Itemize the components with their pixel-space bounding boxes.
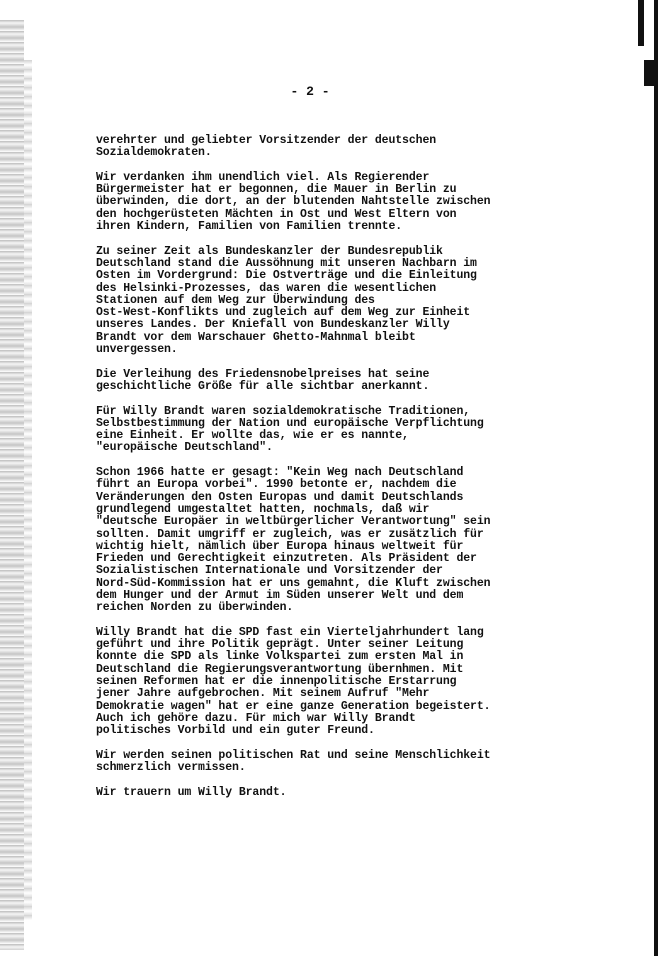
paragraph-8: Wir werden seinen politischen Rat und seine Menschlichkeit schmerzlich vermissen. <box>96 748 491 775</box>
scan-right-mark-middle <box>644 60 658 86</box>
paragraph-1: verehrter und geliebter Vorsitzender der deutschen Sozialdemokraten. <box>96 134 437 160</box>
paragraph-6: Schon 1966 hatte er gesagt: "Kein Weg nach Deutschland führt an Europa vorbei". 1990 betonte er, nachdem die Veränderungen den Osten Europas und damit Deutschlands grundlegend umgestaltet hatten, nochmals, daß wir "deutsche Europäer in weltbürgerlicher Verantwortung" sein sollten. Damit umgriff er zugleich, was er zusätzlich für wichtig hielt, nämlich über Europa hinaus weltweit für Frieden und Gerechtigkeit einzutreten. Als Präsident der Sozialistischen Internationale und Vorsitzender der Nord-Süd-Kommission hat er uns gemahnt, die Kluft zwischen dem Hunger und der Armut im Süden unserer Welt und dem reichen Norden zu überwinden. <box>96 466 491 615</box>
scan-left-edge-shadow <box>0 20 24 950</box>
scan-right-mark-top <box>638 0 644 46</box>
paragraph-7: Willy Brandt hat die SPD fast ein Vierteljahrhundert lang geführt und ihre Politik geprägt. Unter seiner Leitung konnte die SPD als linke Volkspartei zum ersten Mal in Deutschland die Regierungsverantwortung übernhmen. Mit seinen Reformen hat er die innenpolitische Erstarrung jener Jahre aufgebrochen. Mit seinem Aufruf "Mehr Demokratie wagen" hat er eine ganze Generation begeistert. Auch ich gehöre dazu. Für mich war Willy Brandt politisches Vorbild und ein guter Freund. <box>96 625 491 738</box>
paragraph-3: Zu seiner Zeit als Bundeskanzler der Bundesrepublik Deutschland stand die Aussöhnung mit unseren Nachbarn im Osten im Vordergrund: Die Ostverträge und die Einleitung des Helsinki-Prozesses, das waren die wesentlichen Stationen auf dem Weg zur Überwindung des Ost-West-Konflikts und zugleich auf dem Weg zur Einheit unseres Landes. Der Kniefall von Bundeskanzler Willy Brandt vor dem Warschauer Ghetto-Mahnmal bleibt unvergessen. <box>96 244 477 357</box>
paragraph-4: Die Verleihung des Friedensnobelpreises hat seine geschichtliche Größe für alle sichtbar anerkannt. <box>96 367 430 393</box>
paragraph-2: Wir verdanken ihm unendlich viel. Als Regierender Bürgermeister hat er begonnen, die Mauer in Berlin zu überwinden, die dort, an der blutenden Nahtstelle zwischen den hochgerüsteten Mächten in Ost und West Eltern von ihren Kindern, Familien von Familien trennte. <box>96 170 491 234</box>
paragraph-9: Wir trauern um Willy Brandt. <box>96 785 287 799</box>
scan-left-edge-texture <box>24 60 32 920</box>
paragraph-5: Für Willy Brandt waren sozialdemokratische Traditionen, Selbstbestimmung der Nation und europäische Verpflichtung eine Einheit. Er wollte das, wie er es nannte, "europäische Deutschland". <box>96 404 484 455</box>
scan-right-edge-border <box>654 0 658 956</box>
page-number: - 2 - <box>290 84 330 99</box>
document-body <box>96 135 536 811</box>
